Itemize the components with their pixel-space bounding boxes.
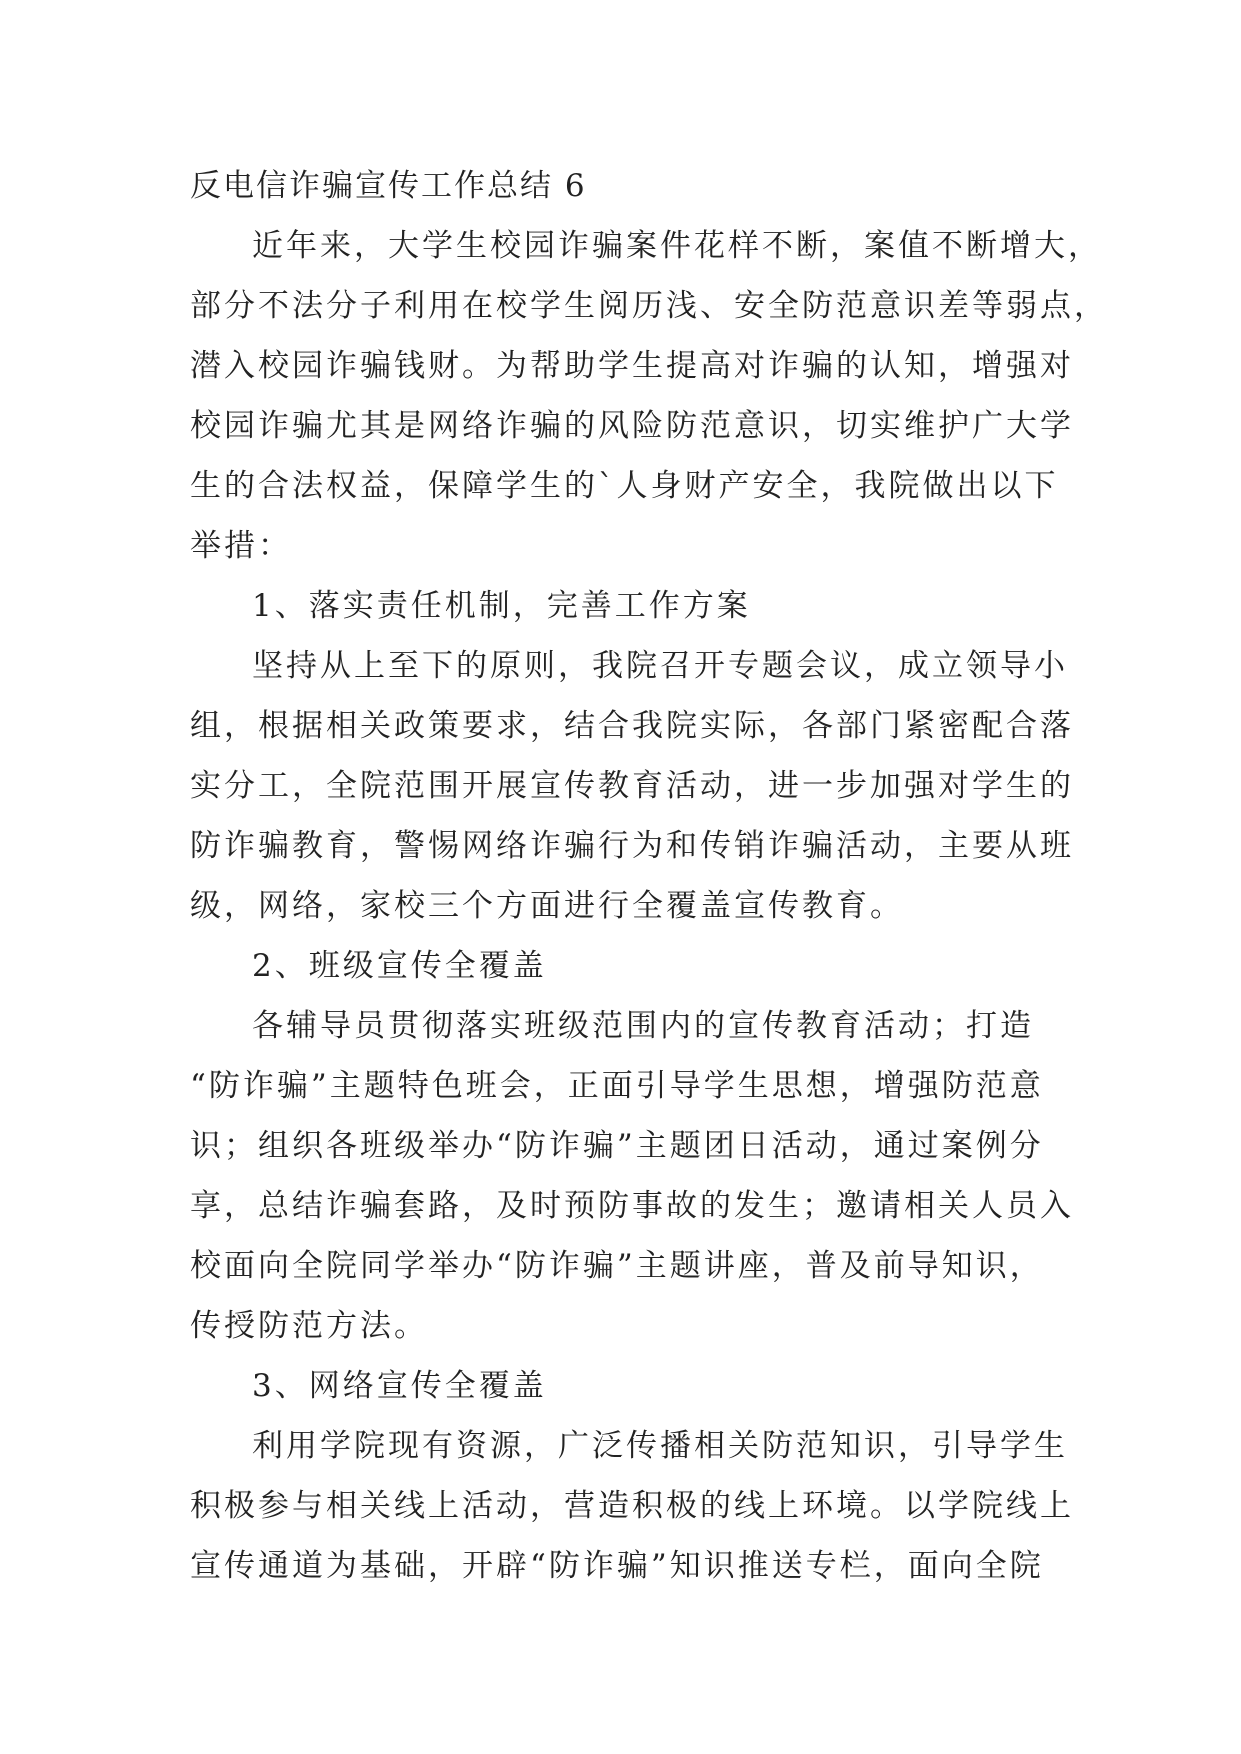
text-line: 组，根据相关政策要求，结合我院实际，各部门紧密配合落 <box>190 708 1074 744</box>
text-line: 3、网络宣传全覆盖 <box>252 1368 547 1404</box>
text-line: 1、落实责任机制，完善工作方案 <box>252 588 751 624</box>
document-title: 反电信诈骗宣传工作总结 6 <box>190 168 587 204</box>
text-line: 校面向全院同学举办“防诈骗”主题讲座，普及前导知识， <box>190 1248 1044 1284</box>
text-line: 部分不法分子利用在校学生阅历浅、安全防范意识差等弱点， <box>190 288 1108 324</box>
text-line: 识；组织各班级举办“防诈骗”主题团日活动，通过案例分 <box>190 1128 1044 1164</box>
text-line: 利用学院现有资源，广泛传播相关防范知识，引导学生 <box>252 1428 1068 1464</box>
text-line: 2、班级宣传全覆盖 <box>252 948 547 984</box>
text-line: 各辅导员贯彻落实班级范围内的宣传教育活动；打造 <box>252 1008 1034 1044</box>
text-line: 传授防范方法。 <box>190 1308 428 1344</box>
text-line: 校园诈骗尤其是网络诈骗的风险防范意识，切实维护广大学 <box>190 408 1074 444</box>
text-line: 生的合法权益，保障学生的`人身财产安全，我院做出以下 <box>190 468 1059 504</box>
document-page <box>190 156 1108 1596</box>
text-line: 宣传通道为基础，开辟“防诈骗”知识推送专栏，面向全院 <box>190 1548 1044 1584</box>
text-line: 近年来，大学生校园诈骗案件花样不断，案值不断增大， <box>252 228 1102 264</box>
text-line: 实分工，全院范围开展宣传教育活动，进一步加强对学生的 <box>190 768 1074 804</box>
text-line: 潜入校园诈骗钱财。为帮助学生提高对诈骗的认知，增强对 <box>190 348 1074 384</box>
text-line: 享，总结诈骗套路，及时预防事故的发生；邀请相关人员入 <box>190 1188 1074 1224</box>
text-line: “防诈骗”主题特色班会，正面引导学生思想，增强防范意 <box>190 1068 1044 1104</box>
text-line: 防诈骗教育，警惕网络诈骗行为和传销诈骗活动，主要从班 <box>190 828 1074 864</box>
text-line: 举措： <box>190 528 292 564</box>
text-line: 坚持从上至下的原则，我院召开专题会议，成立领导小 <box>252 648 1068 684</box>
document-body <box>190 216 1108 1596</box>
text-line: 积极参与相关线上活动，营造积极的线上环境。以学院线上 <box>190 1488 1074 1524</box>
text-line: 级，网络，家校三个方面进行全覆盖宣传教育。 <box>190 888 904 924</box>
